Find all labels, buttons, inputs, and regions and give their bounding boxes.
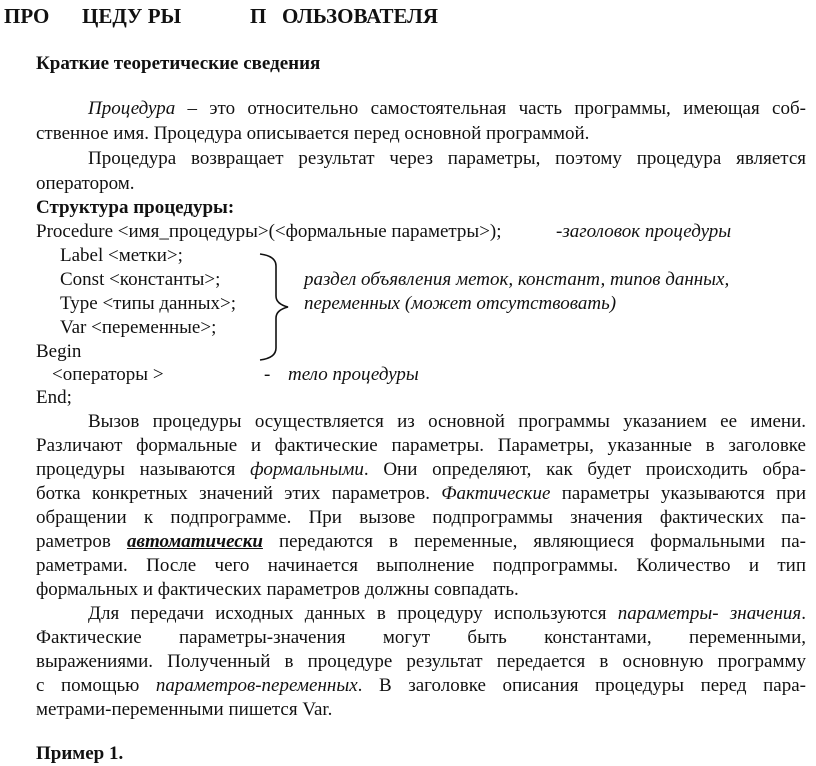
- page-title-part-1: ПРО: [4, 4, 50, 28]
- code-body-comment: тело процедуры: [288, 364, 419, 385]
- p4-l1-c: .: [801, 603, 806, 624]
- paragraph-3-line-3: [36, 459, 806, 481]
- p4-l4-a: с помощью: [36, 675, 156, 696]
- code-type-line: Type <типы данных>;: [60, 293, 237, 314]
- p3-l4-a: ботка конкретных значений этих параметров.: [36, 483, 442, 504]
- code-label-line: Label <метки>;: [60, 245, 183, 266]
- page-title-part-3: П: [250, 4, 267, 28]
- term-procedure: Процедура: [88, 98, 176, 119]
- p3-l3-a: процедуры называются: [36, 459, 251, 480]
- paragraph-3-line-8: формальных и фактических параметров должны совпадать.: [36, 579, 519, 600]
- term-value-parameters: параметры- значения: [617, 603, 802, 624]
- paragraph-3-line-4: [36, 483, 806, 505]
- paragraph-3-line-6: [36, 531, 806, 553]
- paragraph-3-line-7: раметрами. После чего начинается выполнение подпрограммы. Количество и тип: [36, 555, 806, 576]
- example-heading: Пример 1.: [36, 743, 124, 764]
- declaration-comment-line-1: раздел объявления меток, констант, типов данных,: [304, 269, 730, 290]
- paragraph-3-line-1: Вызов процедуры осуществляется из основной программы указанием ее имени.: [88, 411, 806, 432]
- paragraph-2-line-2: оператором.: [36, 173, 135, 194]
- term-variable-parameters: параметров-переменных: [155, 675, 358, 696]
- paragraph-4-line-4: [36, 675, 806, 697]
- p3-l3-c: . Они определяют, как будет происходить обра-: [363, 459, 806, 480]
- paragraph-4-line-5: метрами-переменными пишется Var.: [36, 699, 333, 720]
- paragraph-2-line-1: Процедура возвращает результат через параметры, поэтому процедура является: [88, 148, 806, 169]
- paragraph-3-line-5: обращении к подпрограмме. При вызове подпрограммы значения фактических па-: [36, 507, 806, 528]
- p4-l1-a: Для передачи исходных данных в процедуру используются: [88, 603, 618, 624]
- paragraph-1-line-1: [88, 98, 806, 120]
- p3-l6-c: передаются в переменные, являющиеся формальными па-: [262, 531, 806, 552]
- declaration-comment-line-2: переменных (может отсутствовать): [304, 293, 617, 314]
- code-end-line: End;: [36, 387, 72, 408]
- structure-heading: Структура процедуры:: [36, 197, 235, 218]
- code-procedure-header: Procedure <имя_процедуры>(<формальные параметры>);: [36, 221, 502, 242]
- paragraph-1-line-2: ственное имя. Процедура описывается перед основной программой.: [36, 123, 590, 144]
- declaration-brace-icon: [256, 252, 296, 362]
- page-title-part-2: ЦЕДУ РЫ: [82, 4, 182, 28]
- term-formal: формальными: [250, 459, 364, 480]
- p4-l4-c: . В заголовке описания процедуры перед пара-: [357, 675, 806, 696]
- code-var-line: Var <переменные>;: [60, 317, 217, 338]
- p3-l4-c: параметры указываются при: [550, 483, 806, 504]
- code-const-line: Const <константы>;: [60, 269, 221, 290]
- code-operators-line: <операторы >: [52, 364, 164, 385]
- code-body-dash: -: [264, 364, 271, 385]
- p3-l6-a: раметров: [36, 531, 127, 552]
- section-heading: Краткие теоретические сведения: [36, 53, 321, 74]
- term-actual: Фактические: [441, 483, 551, 504]
- paragraph-4-line-3: выражениями. Полученный в процедуре результат передается в основную программу: [36, 651, 806, 672]
- paragraph-1-line-1-rest: – это относительно самостоятельная часть программы, имеющая соб-: [175, 98, 806, 119]
- page-title-part-4: ОЛЬЗОВАТЕЛЯ: [282, 4, 438, 28]
- paragraph-4-line-2: Фактические параметры-значения могут быть константами, переменными,: [36, 627, 806, 648]
- code-begin-line: Begin: [36, 341, 82, 362]
- code-header-comment: -заголовок процедуры: [556, 221, 732, 242]
- term-automatically: автоматически: [126, 531, 263, 552]
- paragraph-3-line-2: Различают формальные и фактические параметры. Параметры, указанные в заголовке: [36, 435, 806, 456]
- paragraph-4-line-1: [88, 603, 806, 625]
